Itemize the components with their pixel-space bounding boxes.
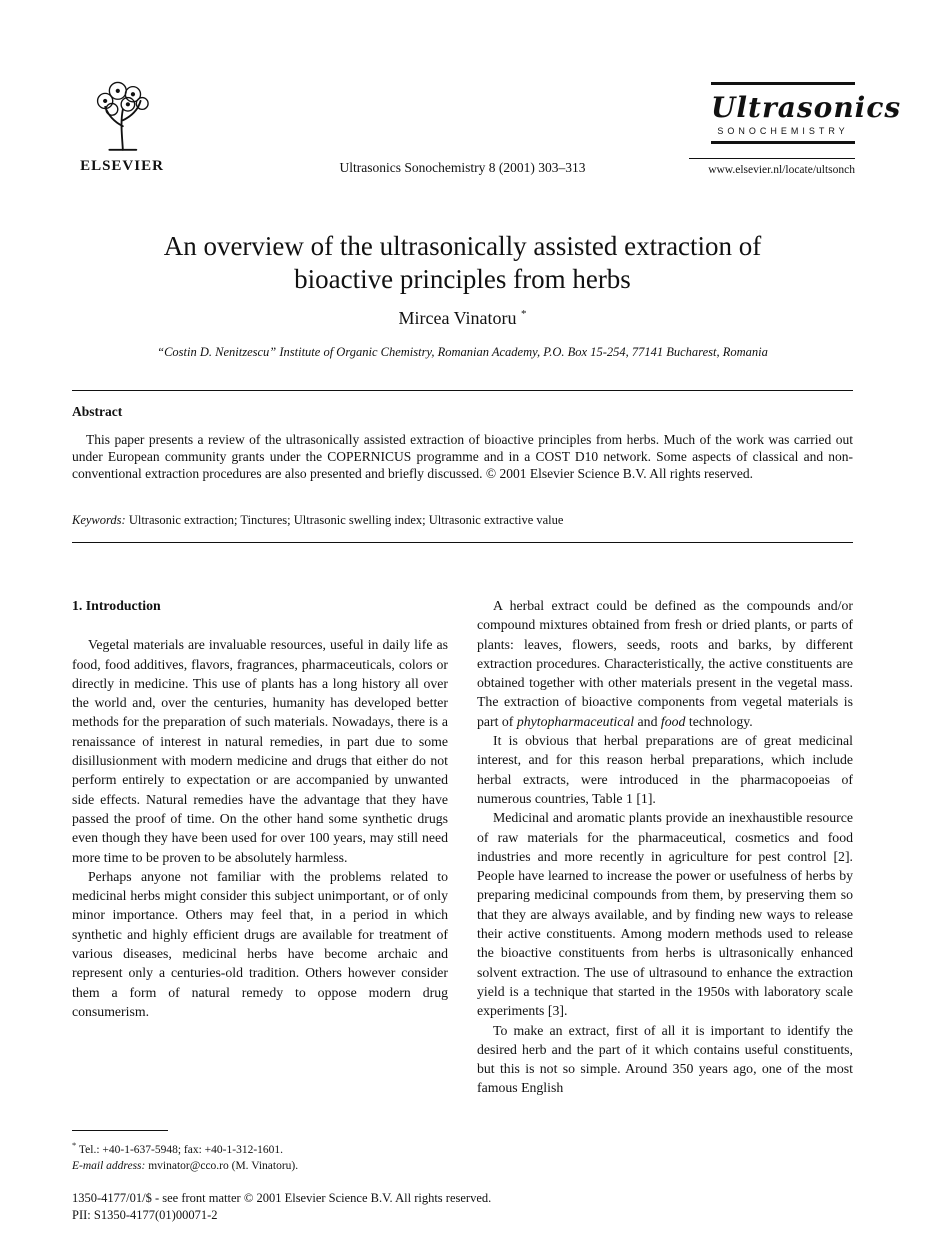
author-name: Mircea Vinatoru * xyxy=(398,308,527,328)
right-column xyxy=(477,596,853,1098)
paragraph: Perhaps anyone not familiar with the problems related to medicinal herbs might consider this subject unimportant, or of only minor importance. Others may feel that, in a period in which synthetic and highly efficient drugs are available for treatment of various diseases, medicinal herbs have become archaic and represent only a centuries-old tradition. Others however consider them a form of natural remedy to oppose modern drug consumerism. xyxy=(72,868,448,1019)
section-heading-introduction: 1. Introduction xyxy=(72,598,161,613)
article-title-line1: An overview of the ultrasonically assisted extraction of xyxy=(163,231,762,261)
journal-logo-block xyxy=(689,82,902,176)
divider xyxy=(72,542,853,543)
footnote-telephone: * Tel.: +40-1-637-5948; fax: +40-1-312-1601. xyxy=(72,1140,284,1156)
copyright-footer xyxy=(72,1190,491,1223)
paragraph: To make an extract, first of all it is important to identify the desired herb and the part of it which contains useful constituents, but this is not so simple. Around 350 years ago, one of the most famous English xyxy=(477,1022,853,1096)
author-affiliation: “Costin D. Nenitzescu” Institute of Organic Chemistry, Romanian Academy, P.O. Box 15-254, 77141 Bucharest, Romania xyxy=(157,345,768,359)
abstract-heading: Abstract xyxy=(72,404,123,419)
italic-term: food xyxy=(660,713,686,729)
paragraph: Vegetal materials are invaluable resources, useful in daily life as food, food additives, flavors, fragrances, pharmaceuticals, colors or directly in medicine. This use of plants has a long history all over the world and, over the centuries, humanity has developed better methods for the preparation of such materials. Nowadays, there is a renaissance of interest in natural remedies, in part due to some disillusionment with modern medicine and drugs that either do not perform entirely to expectation or are accompanied by unwanted side effects. Natural remedies have the advantage that they have passed the proof of time. On the other hand some synthetic drugs even though they have been used for over 100 years, may still need more time to be proven to be absolutely harmless. xyxy=(72,637,448,865)
paragraph: A herbal extract could be defined as the compounds and/or compound mixtures obtained from fresh or dried plants, or parts of plants: leaves, flowers, seeds, roots and barks, by different extraction procedures. Characteristically, the active constituents are obtained together with other materials present in the vegetal mass. The extraction of bioactive components from vegetal materials is part of phytopharmaceutical and food technology. xyxy=(477,598,853,729)
divider xyxy=(72,390,853,391)
author-footnote-mark: * xyxy=(521,308,527,320)
copyright-line: 1350-4177/01/$ - see front matter © 2001 Elsevier Science B.V. All rights reserved. xyxy=(72,1191,492,1205)
article-title-line2: bioactive principles from herbs xyxy=(294,264,631,294)
italic-term: phytopharmaceutical xyxy=(516,713,635,729)
journal-website: www.elsevier.nl/locate/ultsonch xyxy=(708,164,855,176)
paragraph: Medicinal and aromatic plants provide an inexhaustible resource of raw materials for the pharmaceutical, cosmetics and food industries and more recently in agriculture for pest control [2]. People have learned to increase the power or usefulness of herbs by preparing medicinal compounds from them, by preserving them so that they are always available, and by finding new ways to release their active constituents. Among modern methods used to release the bioactive constituents from herbs is ultrasonically enhanced solvent extraction. The use of ultrasound to enhance the extraction yield is a technique that started in the 1950s with laboratory scale experiments [3]. xyxy=(477,810,853,1019)
abstract-text: This paper presents a review of the ultrasonically assisted extraction of bioactive principles from herbs. Much of the work was carried out under European community grants under the COPERNICUS programme and in a COST D10 network. Some aspects of classical and non-conventional extraction procedures are also presented and briefly discussed. © 2001 Elsevier Science B.V. All rights reserved. xyxy=(72,432,853,482)
keywords-label: Keywords: xyxy=(72,513,126,527)
email-label: E-mail address: xyxy=(72,1159,146,1172)
keywords-line xyxy=(72,513,853,528)
journal-logo-title: Ultrasonics xyxy=(711,91,902,124)
divider xyxy=(72,1130,168,1131)
publisher-name: ELSEVIER xyxy=(80,158,164,174)
author-footnote xyxy=(72,1130,448,1174)
paragraph: It is obvious that herbal preparations are of great medicinal interest, and for this reason herbal preparations, which include herbal extracts, were introduced in the pharmacopoeias of numerous countries, Table 1 [1]. xyxy=(477,733,853,806)
elsevier-tree-icon xyxy=(84,74,160,154)
article-title xyxy=(0,230,925,296)
body-columns xyxy=(72,596,853,1098)
email-address: mvinator@cco.ro (M. Vinatoru). xyxy=(145,1159,299,1172)
keywords-text: Ultrasonic extraction; Tinctures; Ultrasonic swelling index; Ultrasonic extractive value xyxy=(125,513,564,527)
journal-reference: Ultrasonics Sonochemistry 8 (2001) 303–313 xyxy=(339,160,586,175)
footnote-email xyxy=(72,1158,448,1174)
left-column xyxy=(72,596,448,1098)
pii-line: PII: S1350-4177(01)00071-2 xyxy=(72,1207,218,1222)
journal-logo-subtitle: SONOCHEMISTRY xyxy=(717,126,849,136)
divider xyxy=(711,141,855,144)
